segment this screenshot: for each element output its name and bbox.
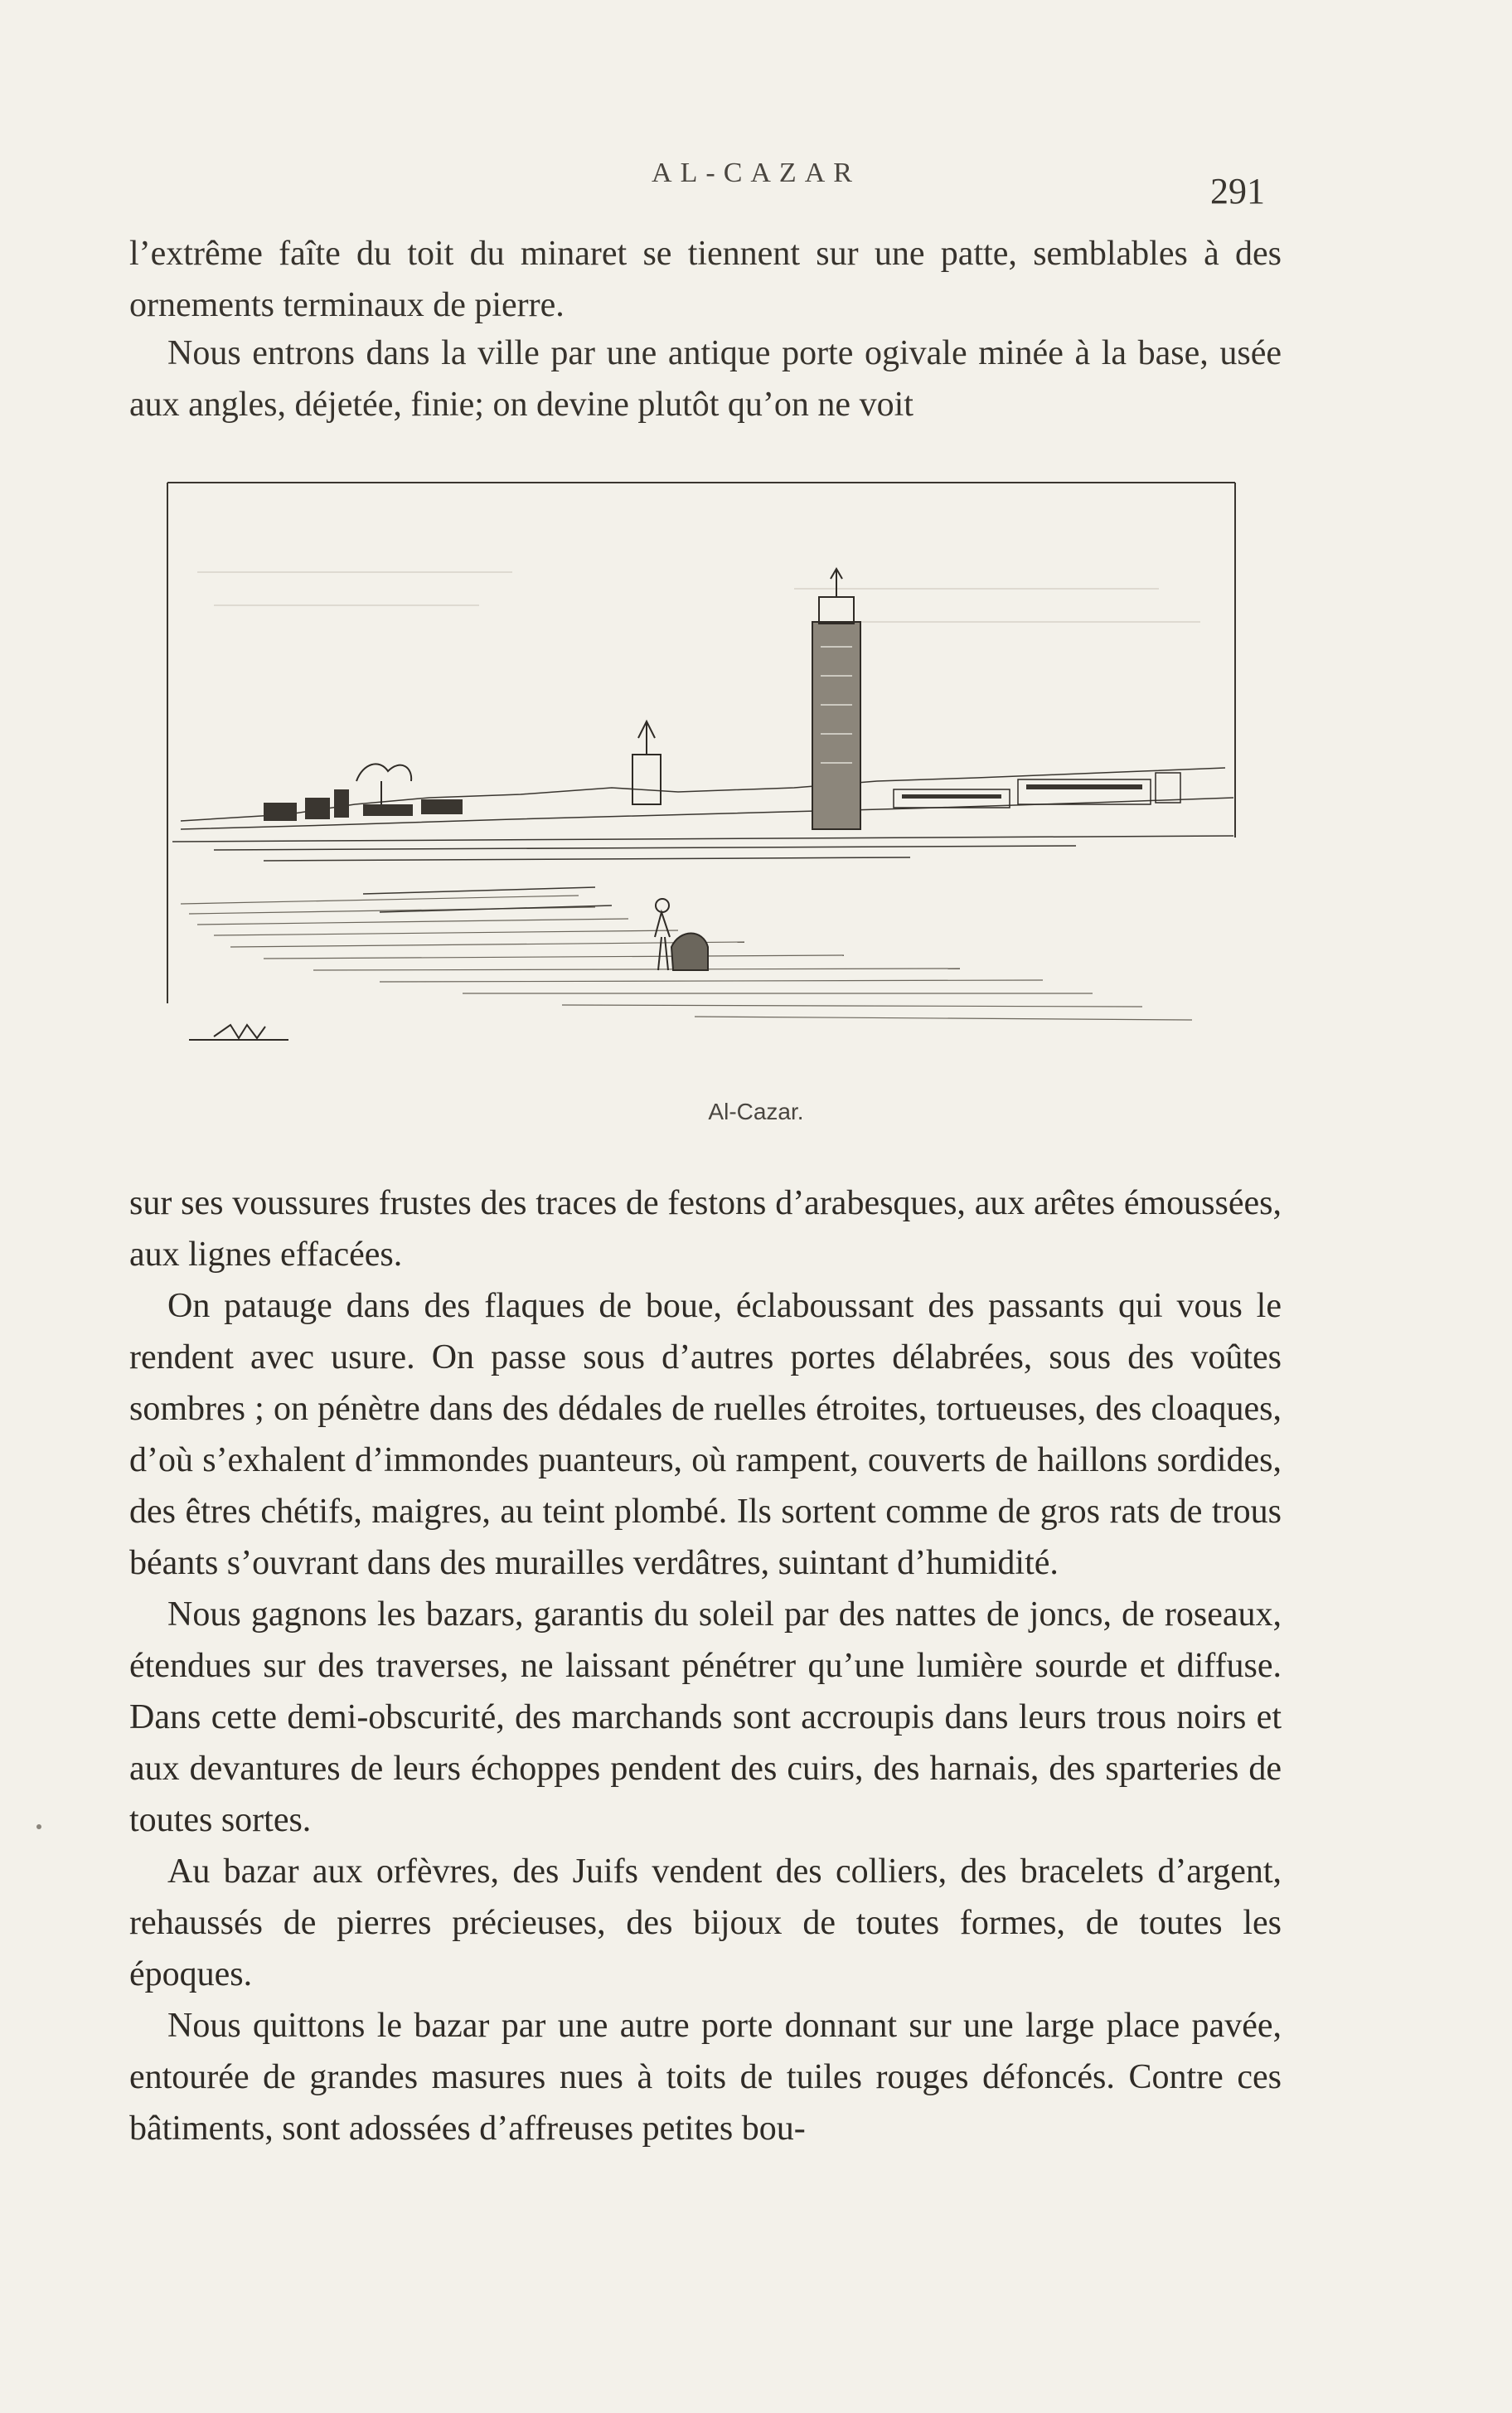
ink-speck — [36, 1824, 41, 1829]
engraving-illustration — [164, 473, 1242, 1086]
running-title: AL-CAZAR — [652, 158, 860, 188]
figure-caption: Al-Cazar. — [708, 1099, 804, 1124]
paragraph-4: Au bazar aux orfèvres, des Juifs vendent des colliers, des bracelets d’argent, rehaussés de pierres précieuses, des bijoux de toutes formes, de toutes les époques. — [129, 1852, 1282, 1993]
paragraph-2: On patauge dans des flaques de boue, éclaboussant des passants qui vous le rendent avec usure. On passe sous d’autres portes délabrées, sous des voûtes sombres ; on pénètre dans des dédales de ruelles étroites, tortueuses, des cloaques, d’où s’exhalent d’immondes puanteurs, où rampent, couverts de haillons sordides, des êtres chétifs, maigres, au teint plombé. Ils sortent comme de gros rats de trous béants s’ouvrant dans des murailles verdâtres, suintant d’humidité. — [129, 1287, 1282, 1582]
paragraph-top-1: l’extrême faîte du toit du minaret se tiennent sur une patte, semblables à des ornements terminaux de pierre. — [129, 235, 1282, 324]
paragraph-5: Nous quittons le bazar par une autre porte donnant sur une large place pavée, entourée de grandes masures nues à toits de tuiles rouges défoncés. Contre ces bâtiments, sont adossées d’affreuses petites bou- — [129, 2007, 1282, 2148]
body-text — [129, 1177, 1282, 2154]
al-cazar-engraving-icon — [164, 473, 1242, 1086]
paragraph-1: sur ses voussures frustes des traces de festons d’arabesques, aux arêtes émoussées, aux lignes effacées. — [129, 1184, 1282, 1274]
page-number: 291 — [1210, 171, 1265, 211]
paragraph-3: Nous gagnons les bazars, garantis du soleil par des nattes de joncs, de roseaux, étendues sur des traverses, ne laissant pénétrer qu’une lumière sourde et diffuse. Dans cette demi-obscurité, des marchands sont accroupis dans leurs trous noirs et aux devantures de leurs échoppes pendent des cuirs, des harnais, des sparteries de toutes sortes. — [129, 1595, 1282, 1839]
paragraph-top-2: Nous entrons dans la ville par une antique porte ogivale minée à la base, usée aux angles, déjetée, finie; on devine plutôt qu’on ne voit — [129, 334, 1282, 424]
